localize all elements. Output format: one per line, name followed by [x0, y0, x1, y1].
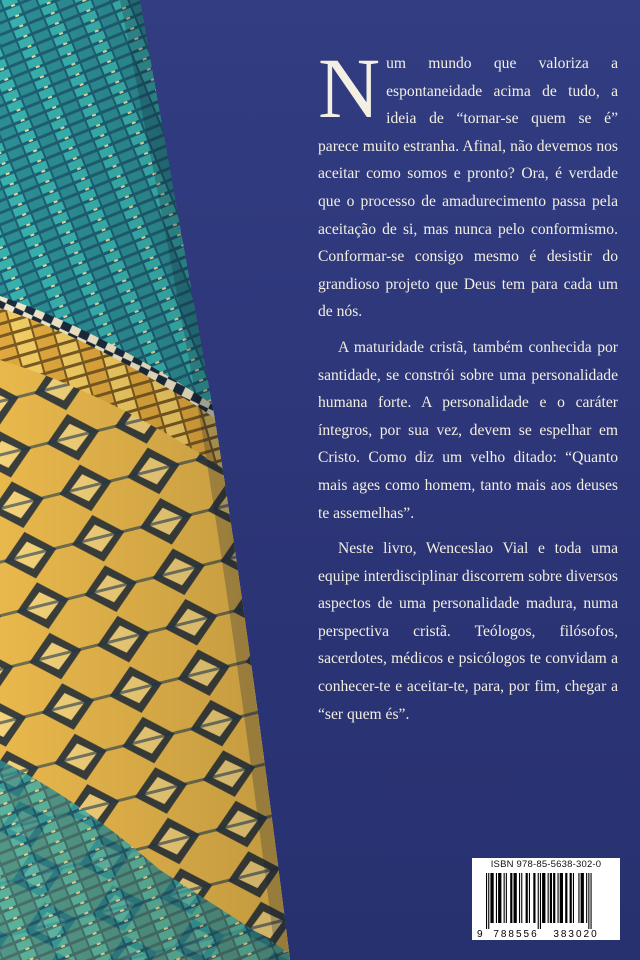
blurb-paragraph-1 [318, 40, 618, 326]
blurb-paragraph-2: A maturidade cristã, também conhecida por santidade, se constrói sobre uma personalidade humana forte. A personalidade e o caráter íntegros, por sua vez, devem se espelhar em Cristo. Como diz um velho ditado: “Quanto mais ages como homem, tanto mais aos deuses te assemelhas”. [318, 338, 618, 522]
ean13-barcode [472, 871, 620, 940]
blurb-paragraph-3: Neste livro, Wenceslao Vial e toda uma equipe interdisciplinar discorrem sobre diversos aspectos de uma personalidade madura, numa perspectiva cristã. Teólogos, filósofos, sacerdotes, médicos e psicólogos te convidam a conhecer-te e aceitar-te, para, por fim, chegar a “ser quem és”. [318, 540, 618, 723]
back-cover-blurb [318, 40, 618, 728]
drop-cap-letter: N [318, 40, 381, 136]
barcode-digits-right: 383020 [553, 929, 599, 940]
barcode-digits-left: 788556 [493, 929, 539, 940]
isbn-barcode-box [472, 858, 620, 940]
barcode-digit-first: 9 [477, 929, 483, 940]
isbn-label: ISBN 978-85-5638-302-0 [490, 859, 602, 870]
blurb-paragraph-1-text: um mundo que valoriza a espontaneidade acima de tudo, a ideia de “tornar-se quem se é” parece muito estranha. Afinal, não devemos nos aceitar como somos e pronto? Ora, é verdade que o processo de amadurecimento passa pela aceitação de si, mas nunca pelo conformismo. Conformar-se consigo mesmo é desistir do grandioso projeto que Deus tem para cada um de nós. [318, 55, 618, 321]
